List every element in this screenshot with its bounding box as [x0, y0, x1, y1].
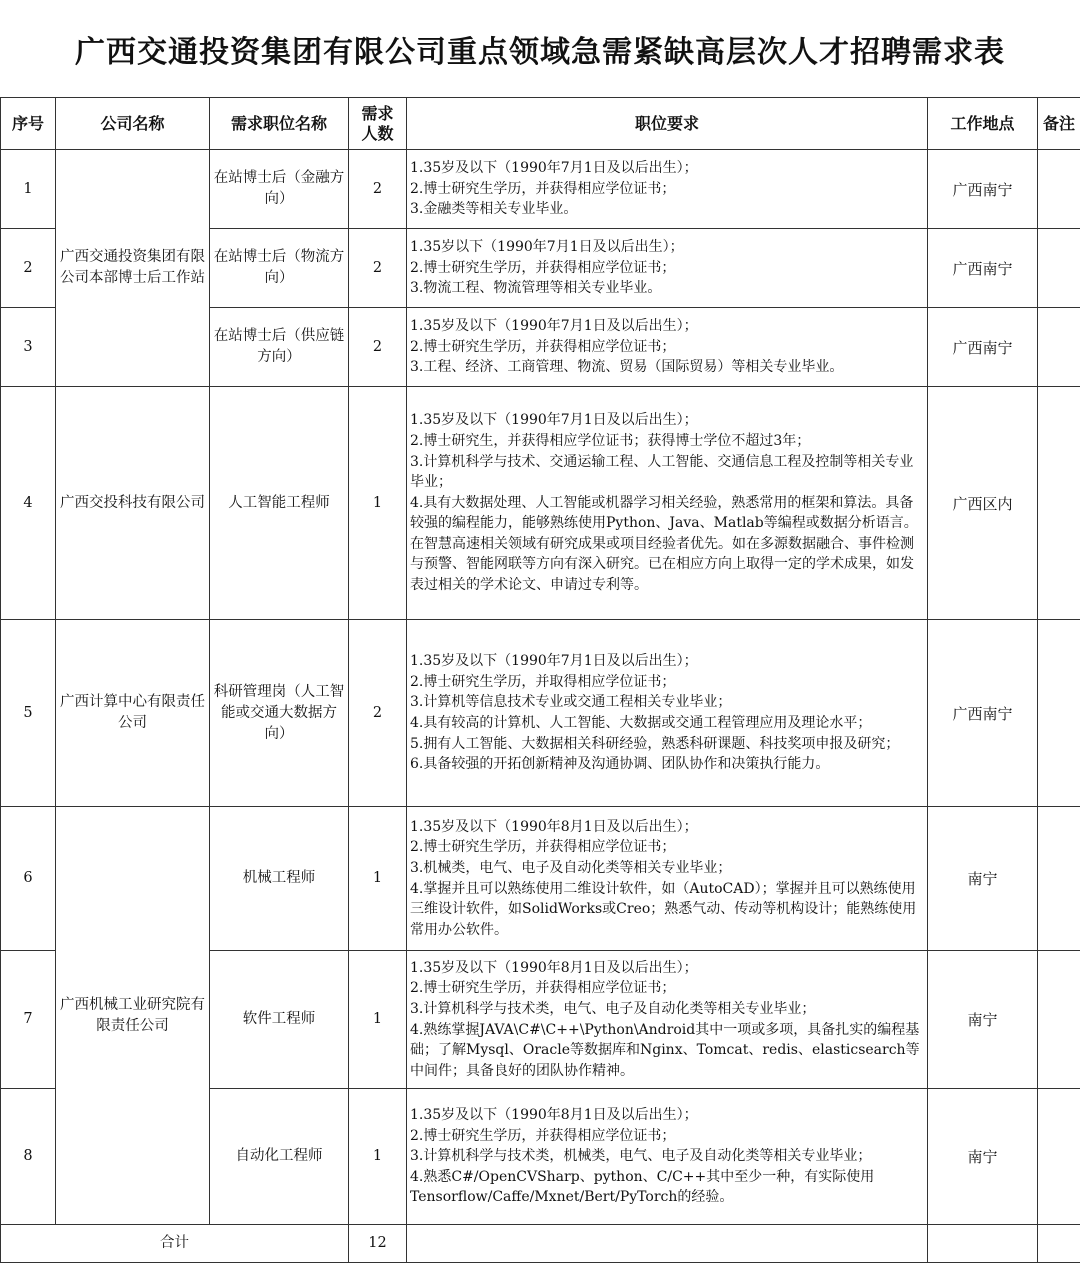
requirement-line: 2.博士研究生学历，并获得相应学位证书； [410, 1126, 923, 1147]
row-requirements [407, 229, 928, 308]
row-note [1038, 387, 1080, 620]
row-requirements [407, 1089, 928, 1225]
requirement-line: 1.35岁及以下（1990年7月1日及以后出生）； [410, 316, 923, 337]
table-row [1, 387, 1080, 620]
row-count: 1 [349, 387, 407, 620]
requirement-line: 3.计算机科学与技术类，电气、电子及自动化类等相关专业毕业； [410, 999, 923, 1020]
requirement-line: 2.博士研究生，并获得相应学位证书；获得博士学位不超过3年； [410, 431, 923, 452]
row-requirements [407, 951, 928, 1089]
page-title: 广西交通投资集团有限公司重点领域急需紧缺高层次人才招聘需求表 [0, 0, 1080, 97]
requirement-line: 4.掌握并且可以熟练使用二维设计软件，如（AutoCAD）；掌握并且可以熟练使用三维设计软件，如SolidWorks或Creo；熟悉气动、传动等机构设计；能熟练使用常用办公软件。 [410, 879, 923, 941]
row-note [1038, 229, 1080, 308]
row-position: 软件工程师 [210, 951, 349, 1089]
row-seq: 6 [1, 807, 56, 951]
row-note [1038, 1089, 1080, 1225]
total-row [1, 1225, 1080, 1263]
requirement-line: 4.具有较高的计算机、人工智能、大数据或交通工程管理应用及理论水平； [410, 713, 923, 734]
requirement-line: 1.35岁以下（1990年7月1日及以后出生）； [410, 237, 923, 258]
row-location: 广西南宁 [928, 308, 1038, 387]
header-row [1, 98, 1080, 150]
company-name: 广西交投科技有限公司 [56, 387, 210, 620]
header-company: 公司名称 [56, 98, 210, 150]
company-name: 广西机械工业研究院有限责任公司 [56, 807, 210, 1225]
requirement-line: 1.35岁及以下（1990年8月1日及以后出生）； [410, 817, 923, 838]
row-seq: 5 [1, 620, 56, 807]
requirement-line: 3.物流工程、物流管理等相关专业毕业。 [410, 278, 923, 299]
company-name: 广西计算中心有限责任公司 [56, 620, 210, 807]
row-position: 机械工程师 [210, 807, 349, 951]
requirement-line: 2.博士研究生学历，并获得相应学位证书； [410, 837, 923, 858]
requirement-line: 2.博士研究生学历，并获得相应学位证书； [410, 258, 923, 279]
requirement-line: 4.熟练掌握JAVA\C#\C++\Python\Android其中一项或多项，具备扎实的编程基础；了解Mysql、Oracle等数据库和Nginx、Tomcat、redis、elasticsearch等中间件；具备良好的团队协作精神。 [410, 1020, 923, 1082]
row-location: 南宁 [928, 807, 1038, 951]
header-seq: 序号 [1, 98, 56, 150]
row-note [1038, 620, 1080, 807]
row-location: 广西南宁 [928, 150, 1038, 229]
company-name: 广西交通投资集团有限公司本部博士后工作站 [56, 150, 210, 387]
row-count: 1 [349, 1089, 407, 1225]
requirement-line: 3.金融类等相关专业毕业。 [410, 199, 923, 220]
requirement-line: 1.35岁及以下（1990年7月1日及以后出生）； [410, 158, 923, 179]
row-count: 2 [349, 308, 407, 387]
row-seq: 8 [1, 1089, 56, 1225]
row-position: 科研管理岗（人工智能或交通大数据方向） [210, 620, 349, 807]
table-row [1, 620, 1080, 807]
row-note [1038, 951, 1080, 1089]
header-location: 工作地点 [928, 98, 1038, 150]
requirement-line: 2.博士研究生学历，并取得相应学位证书； [410, 672, 923, 693]
total-count: 12 [349, 1225, 407, 1263]
requirement-line: 3.机械类，电气、电子及自动化类等相关专业毕业； [410, 858, 923, 879]
row-count: 2 [349, 150, 407, 229]
row-location: 南宁 [928, 1089, 1038, 1225]
row-location: 广西南宁 [928, 229, 1038, 308]
row-count: 2 [349, 620, 407, 807]
row-position: 人工智能工程师 [210, 387, 349, 620]
row-count: 1 [349, 951, 407, 1089]
requirement-line: 1.35岁及以下（1990年8月1日及以后出生）； [410, 1105, 923, 1126]
row-requirements [407, 387, 928, 620]
requirement-line: 4.具有大数据处理、人工智能或机器学习相关经验，熟悉常用的框架和算法。具备较强的编程能力，能够熟练使用Python、Java、Matlab等编程或数据分析语言。在智慧高速相关领域有研究成果或项目经验者优先。如在多源数据融合、事件检测与预警、智能网联等方向有深入研究。已在相应方向上取得一定的学术成果，如发表过相关的学术论文、申请过专利等。 [410, 493, 923, 596]
total-empty [1038, 1225, 1080, 1263]
row-location: 南宁 [928, 951, 1038, 1089]
row-requirements [407, 150, 928, 229]
row-seq: 7 [1, 951, 56, 1089]
row-position: 自动化工程师 [210, 1089, 349, 1225]
row-requirements [407, 308, 928, 387]
row-note [1038, 150, 1080, 229]
requirement-line: 1.35岁及以下（1990年8月1日及以后出生）； [410, 958, 923, 979]
requirement-line: 3.计算机科学与技术、交通运输工程、人工智能、交通信息工程及控制等相关专业毕业； [410, 452, 923, 493]
row-seq: 3 [1, 308, 56, 387]
requirement-line: 1.35岁及以下（1990年7月1日及以后出生）； [410, 410, 923, 431]
row-note [1038, 807, 1080, 951]
row-requirements [407, 807, 928, 951]
requirement-line: 6.具备较强的开拓创新精神及沟通协调、团队协作和决策执行能力。 [410, 754, 923, 775]
header-position: 需求职位名称 [210, 98, 349, 150]
row-seq: 2 [1, 229, 56, 308]
row-position: 在站博士后（物流方向） [210, 229, 349, 308]
requirement-line: 4.熟悉C#/OpenCVSharp、python、C/C++其中至少一种，有实际使用Tensorflow/Caffe/Mxnet/Bert/PyTorch的经验。 [410, 1167, 923, 1208]
header-note: 备注 [1038, 98, 1080, 150]
requirement-line: 3.工程、经济、工商管理、物流、贸易（国际贸易）等相关专业毕业。 [410, 357, 923, 378]
row-position: 在站博士后（供应链方向） [210, 308, 349, 387]
row-location: 广西南宁 [928, 620, 1038, 807]
row-location: 广西区内 [928, 387, 1038, 620]
requirement-line: 1.35岁及以下（1990年7月1日及以后出生）； [410, 651, 923, 672]
table-row [1, 807, 1080, 951]
requirement-line: 5.拥有人工智能、大数据相关科研经验，熟悉科研课题、科技奖项申报及研究； [410, 734, 923, 755]
total-label: 合计 [1, 1225, 349, 1263]
row-note [1038, 308, 1080, 387]
total-empty [928, 1225, 1038, 1263]
requirement-line: 2.博士研究生学历，并获得相应学位证书； [410, 179, 923, 200]
row-seq: 4 [1, 387, 56, 620]
header-requirements: 职位要求 [407, 98, 928, 150]
requirement-line: 3.计算机科学与技术类，机械类，电气、电子及自动化类等相关专业毕业； [410, 1146, 923, 1167]
requirement-line: 3.计算机等信息技术专业或交通工程相关专业毕业； [410, 692, 923, 713]
recruitment-table [0, 97, 1080, 1263]
row-count: 1 [349, 807, 407, 951]
table-row [1, 150, 1080, 229]
row-position: 在站博士后（金融方向） [210, 150, 349, 229]
row-requirements [407, 620, 928, 807]
requirement-line: 2.博士研究生学历，并获得相应学位证书； [410, 978, 923, 999]
total-empty [407, 1225, 928, 1263]
row-seq: 1 [1, 150, 56, 229]
row-count: 2 [349, 229, 407, 308]
header-count: 需求人数 [349, 98, 407, 150]
requirement-line: 2.博士研究生学历，并获得相应学位证书； [410, 337, 923, 358]
